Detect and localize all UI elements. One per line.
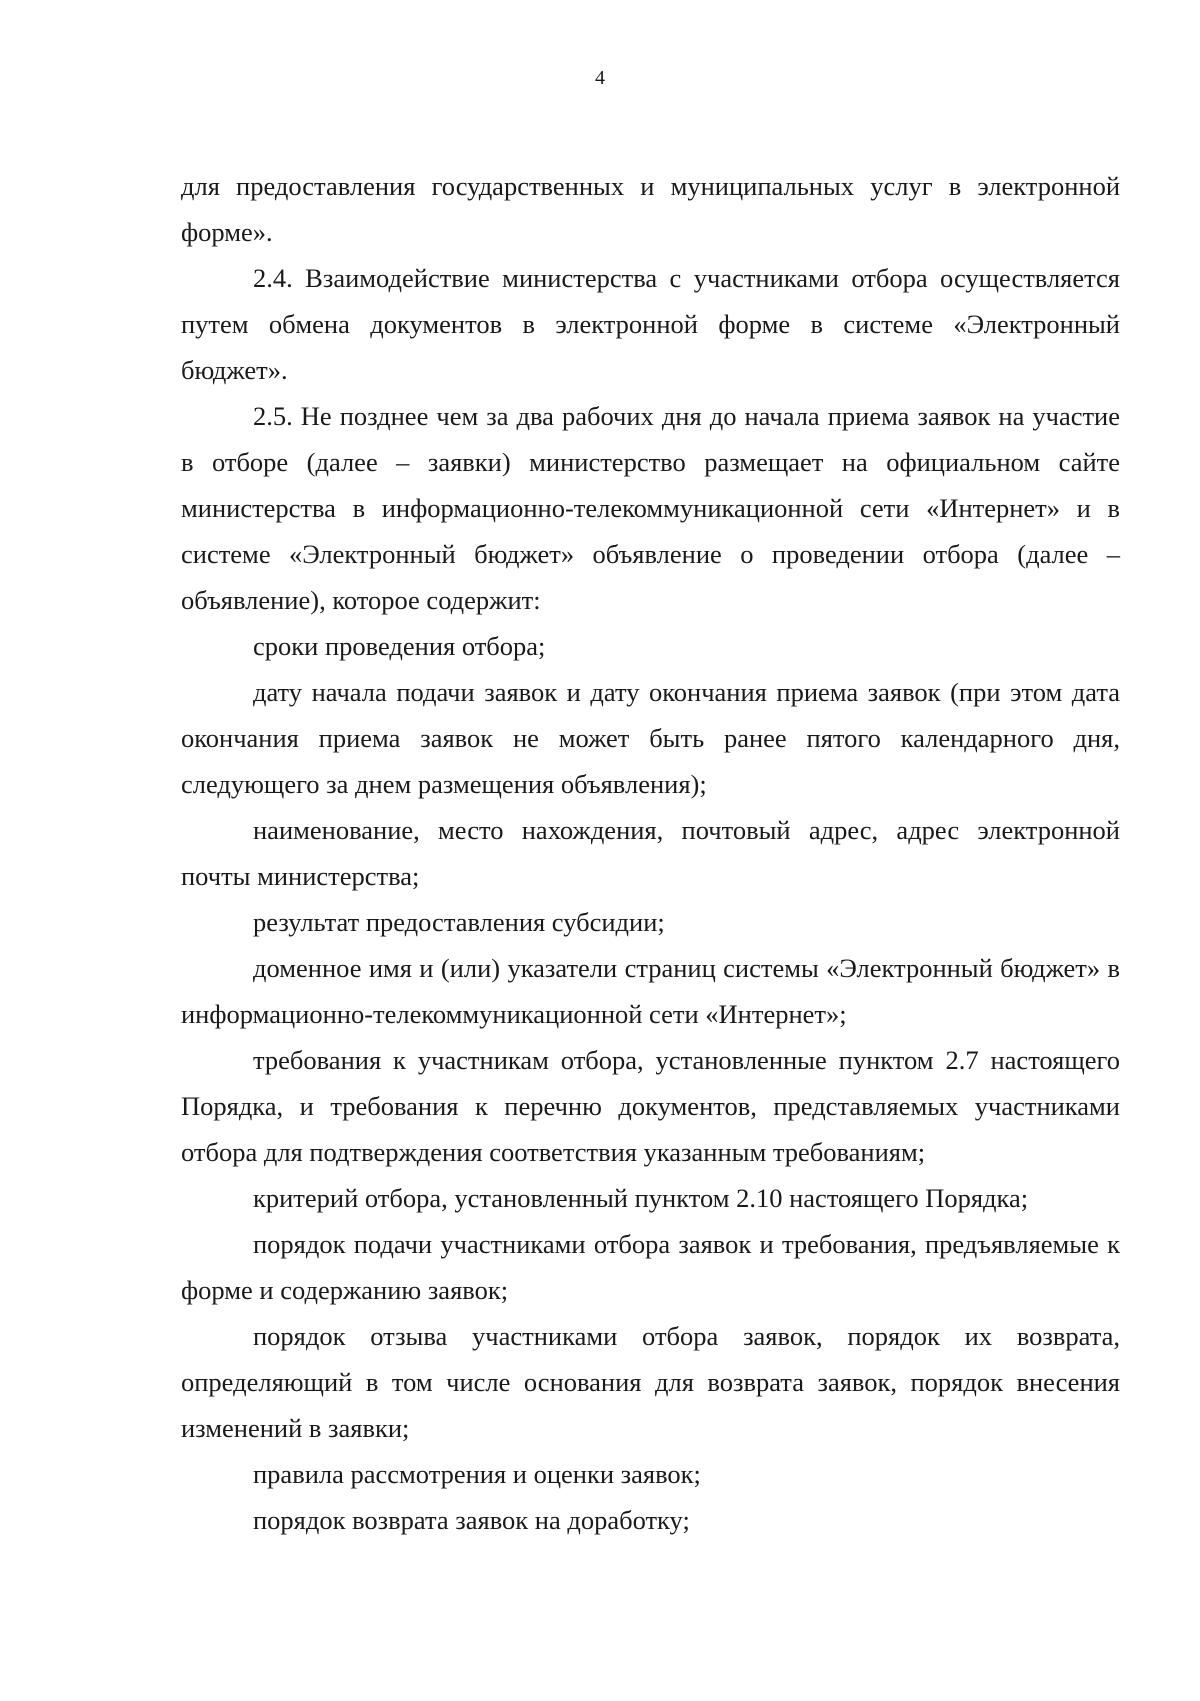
- list-item: требования к участникам отбора, установленные пунктом 2.7 настоящего Порядка, и требования к перечню документов, представляемых участниками отбора для подтверждения соответствия указанным требованиям;: [181, 1045, 1120, 1167]
- document-body: [181, 163, 1120, 1543]
- page-number: 4: [595, 67, 605, 89]
- paragraph-2-4: 2.4. Взаимодействие министерства с участниками отбора осуществляется путем обмена документов в электронной форме в системе «Электронный бюджет».: [181, 263, 1120, 385]
- list-item: дату начала подачи заявок и дату окончания приема заявок (при этом дата окончания приема заявок не может быть ранее пятого календарного дня, следующего за днем размещения объявления);: [181, 677, 1120, 799]
- list-item: порядок подачи участниками отбора заявок и требования, предъявляемые к форме и содержанию заявок;: [181, 1229, 1120, 1305]
- paragraph: для предоставления государственных и муниципальных услуг в электронной форме».: [181, 171, 1120, 247]
- paragraph-2-5: 2.5. Не позднее чем за два рабочих дня до начала приема заявок на участие в отборе (далее – заявки) министерство размещает на официальном сайте министерства в информационно-телекоммуникационной сети «Интернет» и в системе «Электронный бюджет» объявление о проведении отбора (далее – объявление), которое содержит:: [181, 401, 1120, 615]
- list-item: правила рассмотрения и оценки заявок;: [253, 1459, 701, 1489]
- list-item: наименование, место нахождения, почтовый адрес, адрес электронной почты министерства;: [181, 815, 1120, 891]
- list-item: доменное имя и (или) указатели страниц системы «Электронный бюджет» в информационно-телекоммуникационной сети «Интернет»;: [181, 953, 1120, 1029]
- list-item: порядок отзыва участниками отбора заявок, порядок их возврата, определяющий в том числе основания для возврата заявок, порядок внесения изменений в заявки;: [181, 1321, 1120, 1443]
- list-item: сроки проведения отбора;: [253, 631, 546, 661]
- list-item: результат предоставления субсидии;: [253, 907, 665, 937]
- list-item: порядок возврата заявок на доработку;: [253, 1505, 690, 1535]
- list-item: критерий отбора, установленный пунктом 2.10 настоящего Порядка;: [253, 1183, 1029, 1213]
